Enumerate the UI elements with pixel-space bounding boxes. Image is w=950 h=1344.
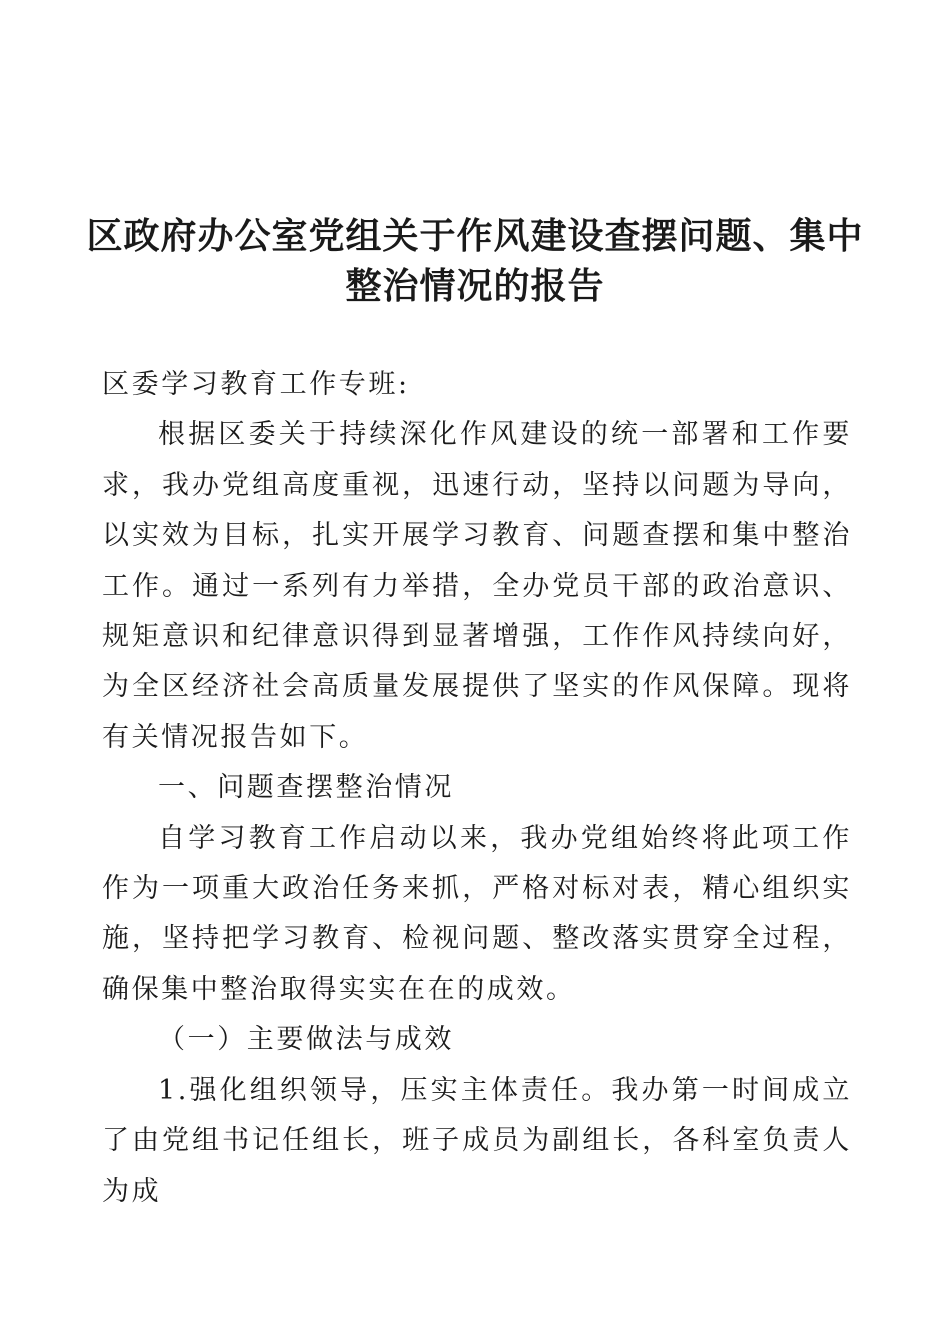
document-title-line-1: 区政府办公室党组关于作风建设查摆问题、集中 <box>86 215 864 257</box>
subsection-heading-1: （一）主要做法与成效 <box>158 1024 454 1056</box>
section-heading-1: 一、问题查摆整治情况 <box>158 772 454 804</box>
salutation: 区委学习教育工作专班: <box>102 369 410 400</box>
document-body <box>102 360 852 1217</box>
paragraph-item-1: 1.强化组织领导，压实主体责任。我办第一时间成立了由党组书记任组长，班子成员为副组长，各科室负责人为成 <box>102 1074 852 1207</box>
paragraph-section-1: 自学习教育工作启动以来，我办党组始终将此项工作作为一项重大政治任务来抓，严格对标对表，精心组织实施，坚持把学习教育、检视问题、整改落实贯穿全过程，确保集中整治取得实实在在的成效。 <box>102 822 852 1005</box>
document-title-line-2: 整治情况的报告 <box>345 265 605 307</box>
paragraph-intro: 根据区委关于持续深化作风建设的统一部署和工作要求，我办党组高度重视，迅速行动，坚持以问题为导向，以实效为目标，扎实开展学习教育、问题查摆和集中整治工作。通过一系列有力举措，全办党员干部的政治意识、规矩意识和纪律意识得到显著增强，工作作风持续向好，为全区经济社会高质量发展提供了坚实的作风保障。现将有关情况报告如下。 <box>102 419 852 753</box>
